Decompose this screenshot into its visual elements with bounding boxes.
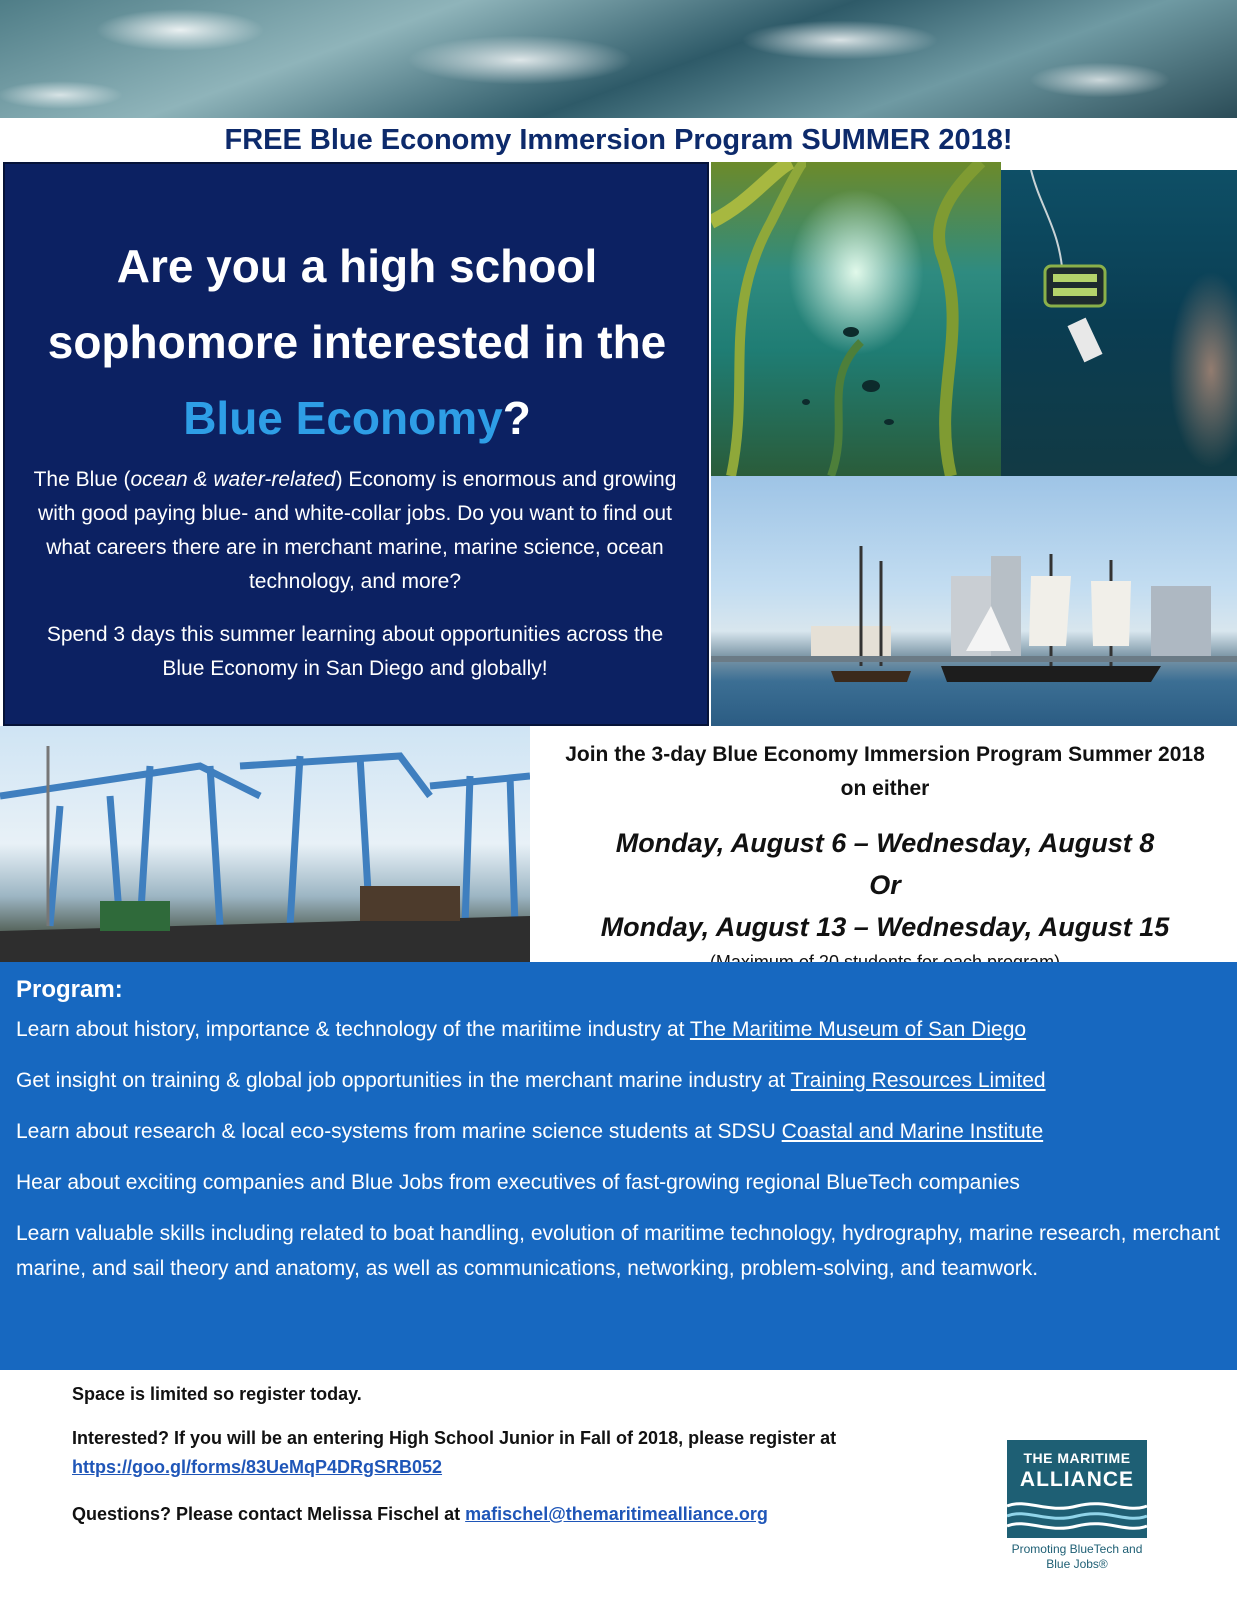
intro-paragraph-1 [20, 463, 690, 599]
intro-paragraph-2: Spend 3 days this summer learning about opportunities across the Blue Economy in San Diego and globally! [46, 623, 664, 680]
coastal-marine-institute-link[interactable]: Coastal and Marine Institute [781, 1120, 1044, 1143]
ships-illustration [711, 476, 1237, 726]
cranes-illustration [0, 726, 530, 962]
program-item [16, 1063, 1221, 1098]
program-heading: Program: [16, 976, 123, 1003]
logo-tagline: Promoting BlueTech and Blue Jobs® [1011, 1542, 1143, 1571]
contact-text: Questions? Please contact Melissa Fischel at [72, 1504, 466, 1524]
port-cranes-photo [0, 726, 530, 962]
date-option-2: Monday, August 13 – Wednesday, August 15 [600, 912, 1170, 942]
date-option-1: Monday, August 6 – Wednesday, August 8 [615, 828, 1155, 858]
program-item-text: Learn about history, importance & technology of the maritime industry at [16, 1018, 690, 1041]
contact-email-link[interactable]: mafischel@themaritimealliance.org [465, 1504, 768, 1524]
training-resources-link[interactable]: Training Resources Limited [790, 1069, 1046, 1092]
tall-ships-photo [711, 476, 1237, 726]
program-item-text: Learn about research & local eco-systems from marine science students at SDSU [16, 1120, 782, 1143]
headline [12, 228, 702, 456]
space-limited-note: Space is limited so register today. [72, 1384, 362, 1404]
maritime-alliance-logo [1007, 1440, 1147, 1538]
intro-p1-italic: ocean & water-related [130, 468, 336, 491]
logo-text-line-1: THE MARITIME [1023, 1450, 1131, 1466]
program-item-text: Hear about exciting companies and Blue Jobs from executives of fast-growing regional BlueTech companies [16, 1171, 1020, 1194]
program-item [16, 1012, 1221, 1047]
contact-note [72, 1500, 932, 1529]
headline-line-3 [12, 380, 702, 456]
headline-accent: Blue Economy [183, 392, 503, 444]
kelp-illustration [711, 162, 1001, 476]
registration-note [72, 1424, 932, 1482]
intro-p1-end: ) Economy is enormous and growing with good paying blue- and white-collar jobs. Do you want to find out what careers there are in merchant marine, marine science, ocean technology, and more? [38, 468, 677, 593]
registration-text: Interested? If you will be an entering High School Junior in Fall of 2018, please register at [72, 1428, 837, 1448]
headline-line-2: sophomore interested in the [47, 316, 667, 368]
program-item [16, 1114, 1221, 1149]
program-item [16, 1165, 1221, 1200]
program-item-text: Learn valuable skills including related to boat handling, evolution of maritime technology, hydrography, marine research, merchant marine, and sail theory and anatomy, as well as communications, networking, problem-solving, and teamwork. [16, 1222, 1220, 1280]
program-item [16, 1216, 1221, 1286]
join-text: Join the 3-day Blue Economy Immersion Program Summer 2018 on either [565, 743, 1205, 800]
date-or: Or [869, 870, 901, 900]
program-item-text: Get insight on training & global job opportunities in the merchant marine industry at [16, 1069, 791, 1092]
page-title: FREE Blue Economy Immersion Program SUMMER 2018! [224, 124, 1013, 156]
registration-link[interactable]: https://goo.gl/forms/83UeMqP4DRgSRB052 [72, 1457, 443, 1477]
maritime-museum-link[interactable]: The Maritime Museum of San Diego [689, 1018, 1027, 1041]
wave-icon [1007, 1498, 1147, 1538]
headline-line-1: Are you a high school [116, 240, 598, 292]
rov-illustration [1001, 170, 1237, 476]
intro-p1-start: The Blue ( [33, 468, 131, 491]
headline-question-mark: ? [502, 392, 531, 444]
logo-text-line-2: ALLIANCE [1019, 1468, 1135, 1491]
underwater-rov-photo [1001, 170, 1237, 476]
kelp-forest-photo [711, 162, 1001, 476]
ocean-water-photo [0, 0, 1237, 118]
